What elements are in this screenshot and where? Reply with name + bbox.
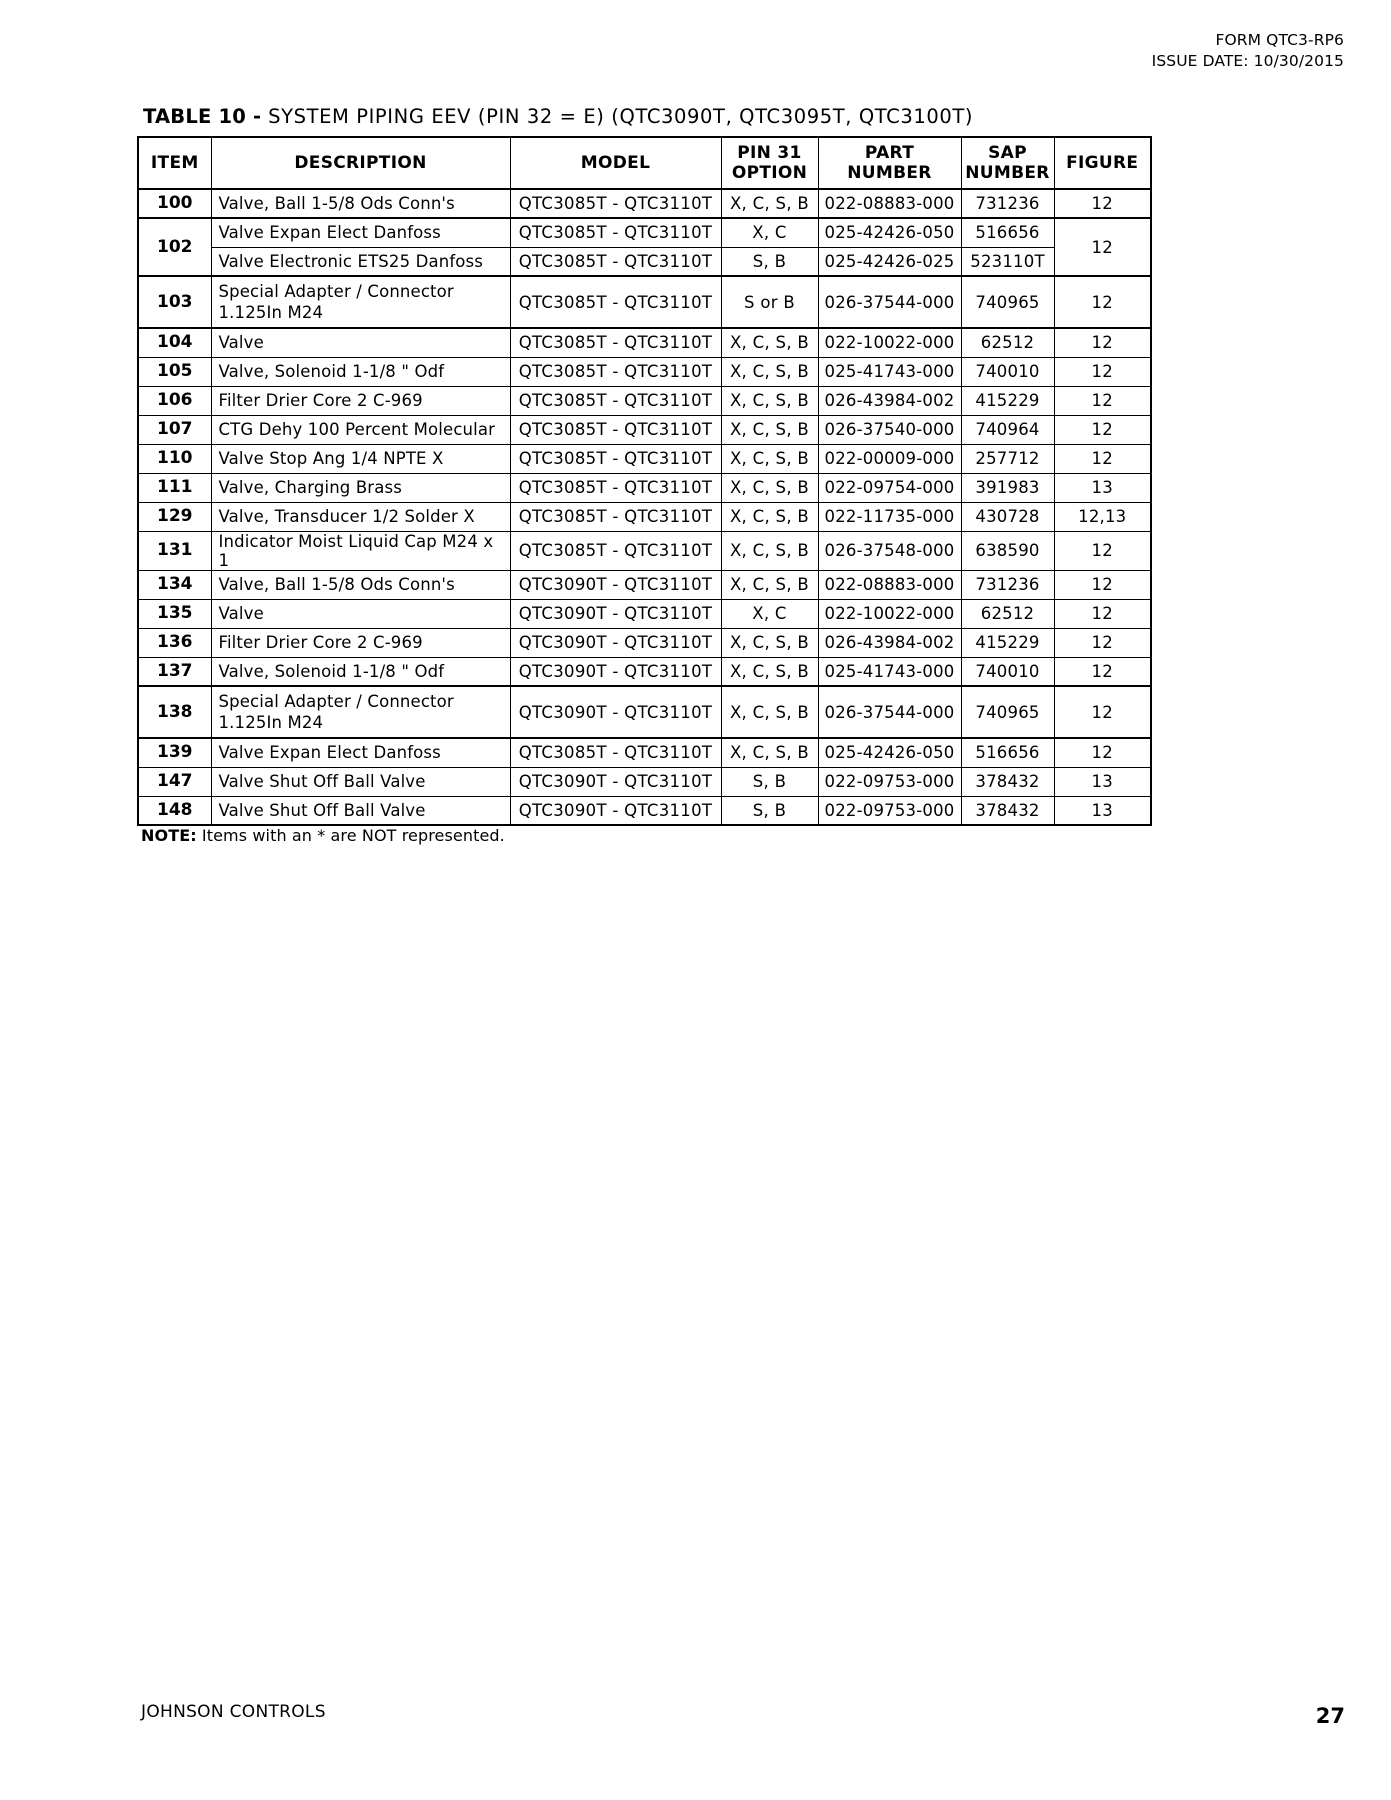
cell-pin-option: S or B: [721, 276, 818, 328]
table-note-text: Items with an * are NOT represented.: [196, 826, 505, 845]
column-header-description: DESCRIPTION: [211, 137, 510, 189]
table-row: [138, 599, 1151, 628]
cell-description: Valve: [211, 328, 510, 357]
cell-item: 147: [138, 767, 211, 796]
table-note-label: NOTE:: [141, 826, 197, 845]
cell-item: 104: [138, 328, 211, 357]
table-row: [138, 444, 1151, 473]
cell-part-number: 022-11735-000: [818, 502, 961, 531]
cell-figure: 12: [1054, 386, 1151, 415]
cell-figure: 12,13: [1054, 502, 1151, 531]
cell-model: QTC3090T - QTC3110T: [510, 570, 721, 599]
cell-model: QTC3085T - QTC3110T: [510, 444, 721, 473]
cell-sap-number: 740965: [961, 276, 1054, 328]
cell-item: 135: [138, 599, 211, 628]
cell-pin-option: X, C, S, B: [721, 328, 818, 357]
cell-model: QTC3090T - QTC3110T: [510, 628, 721, 657]
cell-figure: 12: [1054, 599, 1151, 628]
cell-part-number: 022-09753-000: [818, 767, 961, 796]
cell-part-number: 022-09753-000: [818, 796, 961, 825]
cell-part-number: 022-08883-000: [818, 189, 961, 218]
cell-model: QTC3085T - QTC3110T: [510, 531, 721, 570]
cell-part-number: 026-37548-000: [818, 531, 961, 570]
cell-part-number: 026-43984-002: [818, 628, 961, 657]
cell-description: Valve, Charging Brass: [211, 473, 510, 502]
cell-sap-number: 378432: [961, 796, 1054, 825]
column-header-pin-option: [721, 137, 818, 189]
table-row: [138, 386, 1151, 415]
column-header-model: MODEL: [510, 137, 721, 189]
cell-description: Filter Drier Core 2 C-969: [211, 386, 510, 415]
cell-model: QTC3085T - QTC3110T: [510, 415, 721, 444]
table-row: [138, 570, 1151, 599]
cell-description: Indicator Moist Liquid Cap M24 x 1: [211, 531, 510, 570]
cell-model: QTC3085T - QTC3110T: [510, 218, 721, 247]
cell-description: Special Adapter / Connector 1.125In M24: [211, 276, 510, 328]
cell-model: QTC3090T - QTC3110T: [510, 767, 721, 796]
cell-pin-option: S, B: [721, 247, 818, 276]
cell-part-number: 022-10022-000: [818, 599, 961, 628]
cell-description: CTG Dehy 100 Percent Molecular: [211, 415, 510, 444]
cell-sap-number: 740010: [961, 657, 1054, 686]
cell-description: Valve, Solenoid 1-1/8 " Odf: [211, 657, 510, 686]
cell-pin-option: S, B: [721, 796, 818, 825]
cell-figure: 13: [1054, 796, 1151, 825]
parts-table-container: [137, 136, 1150, 826]
cell-sap-number: 378432: [961, 767, 1054, 796]
cell-pin-option: X, C, S, B: [721, 415, 818, 444]
column-header-sap-number-line2: NUMBER: [965, 163, 1050, 183]
cell-part-number: 022-10022-000: [818, 328, 961, 357]
cell-figure: 13: [1054, 767, 1151, 796]
column-header-pin-option-line2: OPTION: [731, 163, 808, 183]
table-row: [138, 628, 1151, 657]
cell-item: 148: [138, 796, 211, 825]
table-header-row-group: [138, 137, 1151, 189]
footer-page-number: 27: [1315, 1704, 1345, 1728]
column-header-pin-option-line1: PIN 31: [737, 143, 802, 163]
cell-item: 139: [138, 738, 211, 767]
cell-model: QTC3090T - QTC3110T: [510, 686, 721, 738]
cell-sap-number: 62512: [961, 328, 1054, 357]
cell-figure: 12: [1054, 657, 1151, 686]
cell-figure: 12: [1054, 686, 1151, 738]
cell-pin-option: X, C, S, B: [721, 628, 818, 657]
table-header-row: [138, 137, 1151, 189]
cell-pin-option: X, C, S, B: [721, 738, 818, 767]
table-row: [138, 473, 1151, 502]
column-header-part-number: [818, 137, 961, 189]
table-title: [143, 105, 973, 129]
cell-pin-option: X, C: [721, 599, 818, 628]
column-header-sap-number: [961, 137, 1054, 189]
cell-pin-option: X, C, S, B: [721, 657, 818, 686]
cell-item: 134: [138, 570, 211, 599]
cell-description: Valve, Ball 1-5/8 Ods Conn's: [211, 189, 510, 218]
cell-part-number: 025-41743-000: [818, 357, 961, 386]
cell-part-number: 022-09754-000: [818, 473, 961, 502]
cell-sap-number: 257712: [961, 444, 1054, 473]
table-row: [138, 502, 1151, 531]
cell-part-number: 025-42426-025: [818, 247, 961, 276]
cell-model: QTC3085T - QTC3110T: [510, 502, 721, 531]
cell-figure: 13: [1054, 473, 1151, 502]
cell-item: 102: [138, 218, 211, 276]
cell-description: Valve: [211, 599, 510, 628]
table-row: [138, 328, 1151, 357]
cell-description: Filter Drier Core 2 C-969: [211, 628, 510, 657]
cell-pin-option: X, C, S, B: [721, 686, 818, 738]
cell-item: 110: [138, 444, 211, 473]
cell-figure: 12: [1054, 189, 1151, 218]
cell-figure: 12: [1054, 328, 1151, 357]
cell-sap-number: 740964: [961, 415, 1054, 444]
cell-part-number: 022-00009-000: [818, 444, 961, 473]
issue-date: ISSUE DATE: 10/30/2015: [1151, 52, 1344, 70]
parts-table: [137, 136, 1152, 826]
cell-description: Valve Shut Off Ball Valve: [211, 767, 510, 796]
cell-pin-option: X, C, S, B: [721, 444, 818, 473]
cell-sap-number: 523110T: [961, 247, 1054, 276]
cell-pin-option: X, C, S, B: [721, 570, 818, 599]
cell-item: 129: [138, 502, 211, 531]
cell-model: QTC3085T - QTC3110T: [510, 473, 721, 502]
cell-pin-option: X, C, S, B: [721, 502, 818, 531]
cell-sap-number: 740010: [961, 357, 1054, 386]
table-row: [138, 415, 1151, 444]
cell-part-number: 026-37544-000: [818, 276, 961, 328]
cell-item: 138: [138, 686, 211, 738]
cell-model: QTC3085T - QTC3110T: [510, 276, 721, 328]
cell-sap-number: 415229: [961, 386, 1054, 415]
cell-figure: 12: [1054, 218, 1151, 276]
cell-item: 105: [138, 357, 211, 386]
cell-sap-number: 391983: [961, 473, 1054, 502]
cell-item: 136: [138, 628, 211, 657]
cell-description: Valve Stop Ang 1/4 NPTE X: [211, 444, 510, 473]
cell-figure: 12: [1054, 570, 1151, 599]
footer-company: JOHNSON CONTROLS: [141, 1702, 326, 1722]
cell-description: Valve Expan Elect Danfoss: [211, 218, 510, 247]
cell-part-number: 025-42426-050: [818, 738, 961, 767]
cell-description: Valve, Solenoid 1-1/8 " Odf: [211, 357, 510, 386]
cell-model: QTC3085T - QTC3110T: [510, 189, 721, 218]
cell-model: QTC3085T - QTC3110T: [510, 247, 721, 276]
cell-pin-option: X, C: [721, 218, 818, 247]
cell-description: Valve, Transducer 1/2 Solder X: [211, 502, 510, 531]
table-row: [138, 796, 1151, 825]
cell-description: Special Adapter / Connector 1.125In M24: [211, 686, 510, 738]
cell-sap-number: 740965: [961, 686, 1054, 738]
table-row: [138, 738, 1151, 767]
cell-item: 106: [138, 386, 211, 415]
table-note: [141, 826, 505, 845]
cell-model: QTC3090T - QTC3110T: [510, 796, 721, 825]
cell-model: QTC3085T - QTC3110T: [510, 386, 721, 415]
table-row: [138, 767, 1151, 796]
cell-model: QTC3085T - QTC3110T: [510, 357, 721, 386]
cell-description: Valve, Ball 1-5/8 Ods Conn's: [211, 570, 510, 599]
cell-figure: 12: [1054, 531, 1151, 570]
table-row: [138, 531, 1151, 570]
cell-item: 137: [138, 657, 211, 686]
cell-figure: 12: [1054, 357, 1151, 386]
cell-sap-number: 731236: [961, 570, 1054, 599]
cell-part-number: 022-08883-000: [818, 570, 961, 599]
cell-description: Valve Electronic ETS25 Danfoss: [211, 247, 510, 276]
cell-item: 103: [138, 276, 211, 328]
cell-figure: 12: [1054, 415, 1151, 444]
cell-sap-number: 731236: [961, 189, 1054, 218]
cell-item: 111: [138, 473, 211, 502]
cell-pin-option: X, C, S, B: [721, 357, 818, 386]
column-header-item: ITEM: [138, 137, 211, 189]
cell-part-number: 026-37544-000: [818, 686, 961, 738]
cell-pin-option: X, C, S, B: [721, 386, 818, 415]
cell-figure: 12: [1054, 628, 1151, 657]
column-header-part-number-line2: NUMBER: [847, 163, 932, 183]
cell-part-number: 025-41743-000: [818, 657, 961, 686]
cell-pin-option: X, C, S, B: [721, 531, 818, 570]
cell-part-number: 026-37540-000: [818, 415, 961, 444]
cell-item: 131: [138, 531, 211, 570]
cell-part-number: 026-43984-002: [818, 386, 961, 415]
table-row: [138, 189, 1151, 218]
cell-pin-option: S, B: [721, 767, 818, 796]
table-row: [138, 276, 1151, 328]
cell-pin-option: X, C, S, B: [721, 189, 818, 218]
cell-description: Valve Expan Elect Danfoss: [211, 738, 510, 767]
cell-model: QTC3090T - QTC3110T: [510, 599, 721, 628]
column-header-sap-number-line1: SAP: [988, 143, 1027, 163]
cell-sap-number: 62512: [961, 599, 1054, 628]
cell-sap-number: 430728: [961, 502, 1054, 531]
cell-sap-number: 516656: [961, 218, 1054, 247]
cell-sap-number: 415229: [961, 628, 1054, 657]
table-title-label: TABLE 10 -: [143, 105, 262, 128]
cell-pin-option: X, C, S, B: [721, 473, 818, 502]
column-header-figure: FIGURE: [1054, 137, 1151, 189]
cell-sap-number: 516656: [961, 738, 1054, 767]
cell-item: 107: [138, 415, 211, 444]
cell-figure: 12: [1054, 738, 1151, 767]
table-title-description: SYSTEM PIPING EEV (PIN 32 = E) (QTC3090T, QTC3095T, QTC3100T): [261, 105, 974, 128]
column-header-part-number-line1: PART: [864, 143, 915, 163]
cell-description: Valve Shut Off Ball Valve: [211, 796, 510, 825]
cell-figure: 12: [1054, 444, 1151, 473]
table-row: [138, 657, 1151, 686]
form-number: FORM QTC3-RP6: [1215, 31, 1344, 49]
table-row: [138, 686, 1151, 738]
page-header: [1152, 30, 1344, 72]
table-row: [138, 218, 1151, 247]
cell-item: 100: [138, 189, 211, 218]
table-row: [138, 357, 1151, 386]
table-row: [138, 247, 1151, 276]
cell-model: QTC3085T - QTC3110T: [510, 738, 721, 767]
table-body: [138, 189, 1151, 825]
cell-sap-number: 638590: [961, 531, 1054, 570]
cell-figure: 12: [1054, 276, 1151, 328]
cell-model: QTC3085T - QTC3110T: [510, 328, 721, 357]
cell-part-number: 025-42426-050: [818, 218, 961, 247]
cell-model: QTC3090T - QTC3110T: [510, 657, 721, 686]
